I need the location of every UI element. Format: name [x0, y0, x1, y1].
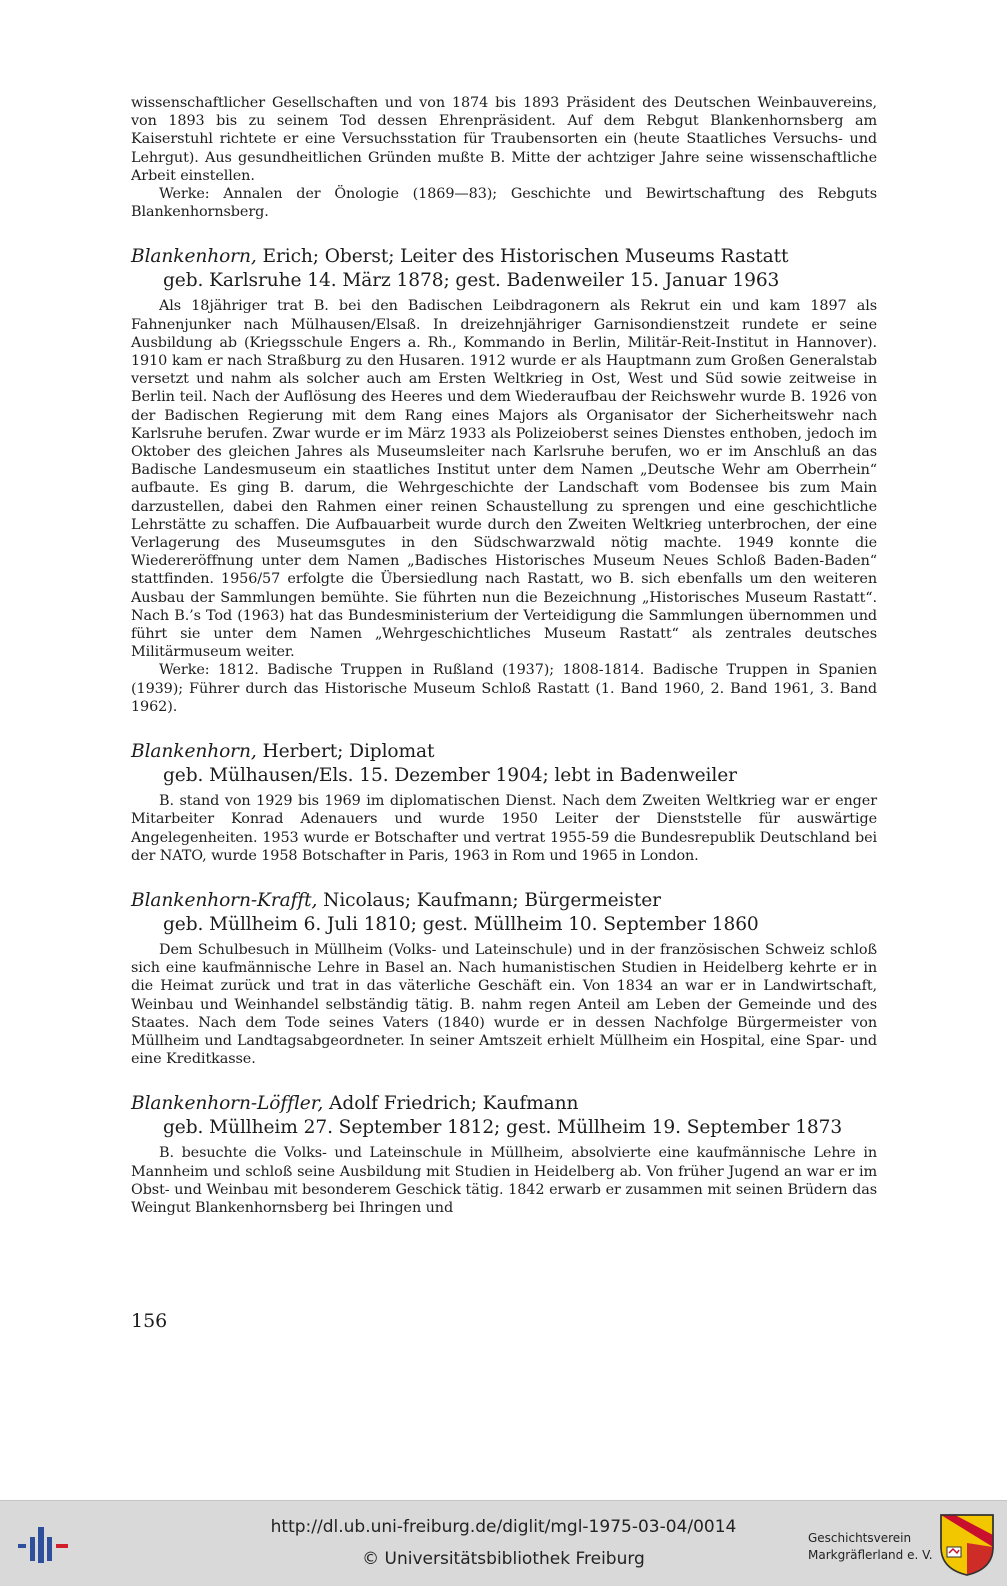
- entry-dates: geb. Karlsruhe 14. März 1878; gest. Badenweiler 15. Januar 1963: [163, 270, 780, 292]
- entry-text: B. besuchte die Volks- und Lateinschule in Müllheim, absolvierte eine kaufmännische Lehre in Mannheim und schloß seine Ausbildung mit Studien in Heidelberg ab. Von früher Jugend an war er im Obst- und Weinbau mit besonderem Geschick tätig. 1842 erwarb er zusammen mit seinen Brüdern das Weingut Blankenhornsberg bei Ihringen und: [131, 1145, 877, 1216]
- document-url-link[interactable]: http://dl.ub.uni-freiburg.de/diglit/mgl-1975-03-04/0014: [270, 1517, 737, 1537]
- entry-surname: Blankenhorn-Löffler,: [131, 1093, 324, 1115]
- society-line-1: Geschichtsverein: [808, 1531, 912, 1545]
- entry-herbert: [131, 740, 877, 865]
- entry-heading: [131, 740, 877, 764]
- entry-text: B. stand von 1929 bis 1969 im diplomatischen Dienst. Nach dem Zweiten Weltkrieg war er enger Mitarbeiter Konrad Adenauers und wurde 1950 Leiter der Dienststelle für auswärtige Angelegenheiten. 1953 wurde er Botschafter und vertrat 1955-59 die Bundesrepublik Deutschland bei der NATO, wurde 1958 Botschafter in Paris, 1963 in Rom und 1965 in London.: [131, 793, 877, 864]
- entry-title: Erich; Oberst; Leiter des Historischen Museums Rastatt: [256, 246, 789, 268]
- entry-dates: geb. Müllheim 27. September 1812; gest. Müllheim 19. September 1873: [163, 1117, 843, 1139]
- entry-erich: [131, 245, 877, 716]
- copyright-text: © Universitätsbibliothek Freiburg: [362, 1549, 645, 1569]
- society-line-2: Markgräflerland e. V.: [808, 1548, 933, 1562]
- entry-heading: [131, 245, 877, 269]
- intro-paragraph: wissenschaftlicher Gesellschaften und von 1874 bis 1893 Präsident des Deutschen Weinbauvereins, von 1893 bis zu seinem Tod dessen Ehrenpräsident. Auf dem Rebgut Blankenhornsberg am Kaiserstuhl richtete er eine Versuchsstation für Traubensorten ein (heute Staatliches Versuchs- und Lehrgut). Aus gesundheitlichen Gründen mußte B. Mitte der achtziger Jahre seine wissenschaftliche Arbeit einstellen.: [131, 95, 877, 184]
- entry-dates: geb. Mülhausen/Els. 15. Dezember 1904; lebt in Badenweiler: [163, 765, 737, 787]
- entry-title: Herbert; Diplomat: [256, 741, 435, 763]
- entry-adolf-friedrich: [131, 1092, 877, 1217]
- entry-surname: Blankenhorn,: [131, 741, 257, 763]
- entry-text: Dem Schulbesuch in Müllheim (Volks- und Lateinschule) und in der französischen Schweiz schloß sich eine kaufmännische Lehre in Basel an. Nach humanistischen Studien in Heidelberg kehrte er in die Heimat zurück und trat in das väterliche Geschäft ein. Von 1834 an war er in Landwirtschaft, Weinbau und Weinhandel selbständig tätig. B. nahm regen Anteil am Leben der Gemeinde und des Staates. Nach dem Tode seines Vaters (1840) wurde er in dessen Nachfolge Bürgermeister von Müllheim und Landtagsabgeordneter. In seiner Amtszeit erhielt Müllheim ein Hospital, eine Spar- und eine Kreditkasse.: [131, 941, 877, 1068]
- entry-heading: [131, 889, 877, 913]
- entry-surname: Blankenhorn-Krafft,: [131, 889, 318, 911]
- page-content: [131, 94, 877, 1217]
- entry-werke: Werke: 1812. Badische Truppen in Rußland (1937); 1808-1814. Badische Truppen in Spanien (1939); Führer durch das Historische Museum Schloß Rastatt (1. Band 1960, 2. Band 1961, 3. Band 1962).: [131, 662, 877, 715]
- geschichtsverein-crest-icon[interactable]: [939, 1513, 995, 1577]
- entry-title: Nicolaus; Kaufmann; Bürgermeister: [317, 889, 661, 911]
- viewer-footer: [0, 1500, 1007, 1586]
- entry-heading: [131, 1092, 877, 1116]
- intro-werke: Werke: Annalen der Önologie (1869—83); Geschichte und Bewirtschaftung des Rebguts Blankenhornsberg.: [131, 186, 877, 221]
- entry-nicolaus: [131, 889, 877, 1068]
- page-number: 156: [131, 1310, 168, 1332]
- society-name: [808, 1530, 933, 1564]
- entry-surname: Blankenhorn,: [131, 246, 257, 268]
- entry-title: Adolf Friedrich; Kaufmann: [323, 1093, 579, 1115]
- entry-text: Als 18jähriger trat B. bei den Badischen Leibdragonern als Rekrut ein und kam 1897 als Fahnenjunker nach Mülhausen/Elsaß. In dreizehnjähriger Garnisondienstzeit rundete er seine Ausbildung ab (Kriegsschule Engers a. Rh., Kommando in Berlin, Militär-Reit-Institut in Hannover). 1910 kam er nach Straßburg zu den Husaren. 1912 wurde er als Hauptmann zum Großen Generalstab versetzt und nahm als solcher auch am Ersten Weltkrieg in Ost, West und Süd sowie zeitweise in Berlin teil. Nach der Auflösung des Heeres und dem Wiederaufbau der Reichswehr wurde B. 1926 von der Badischen Regierung mit dem Rang eines Majors als Organisator der Sicherheitswehr nach Karlsruhe berufen. Zwar wurde er im März 1933 als Polizeioberst seines Dienstes enthoben, jedoch im Oktober des gleichen Jahres als Museumsleiter nach Karlsruhe berufen, wo er im Anschluß an das Badische Landesmuseum ein staatliches Institut unter dem Namen „Deutsche Wehr am Oberrhein“ aufbaute. Es ging B. darum, die Wehrgeschichte der Landschaft vom Bodensee bis zum Main darzustellen, dabei den Rahmen einer reinen Schaustellung zu sprengen und eine geschichtliche Lehrstätte zu schaffen. Die Aufbauarbeit wurde durch den Zweiten Weltkrieg unterbrochen, der eine Verlagerung des Museumsgutes in den Südschwarzwald nötig machte. 1949 konnte die Wiedereröffnung unter dem Namen „Badisches Historisches Museum Neues Schloß Baden-Baden“ stattfinden. 1956/57 erfolgte die Übersiedlung nach Rastatt, wo B. sich ebenfalls um den weiteren Ausbau der Sammlungen bemühte. Sie führten nun die Bezeichnung „Historisches Museum Rastatt“. Nach B.’s Tod (1963) hat das Bundesministerium der Verteidigung die Sammlungen übernommen und führt sie unter dem Namen „Wehrgeschichtliches Museum Rastatt“ als zentrales deutsches Militärmuseum weiter.: [131, 298, 877, 661]
- entry-dates: geb. Müllheim 6. Juli 1810; gest. Müllheim 10. September 1860: [163, 913, 759, 935]
